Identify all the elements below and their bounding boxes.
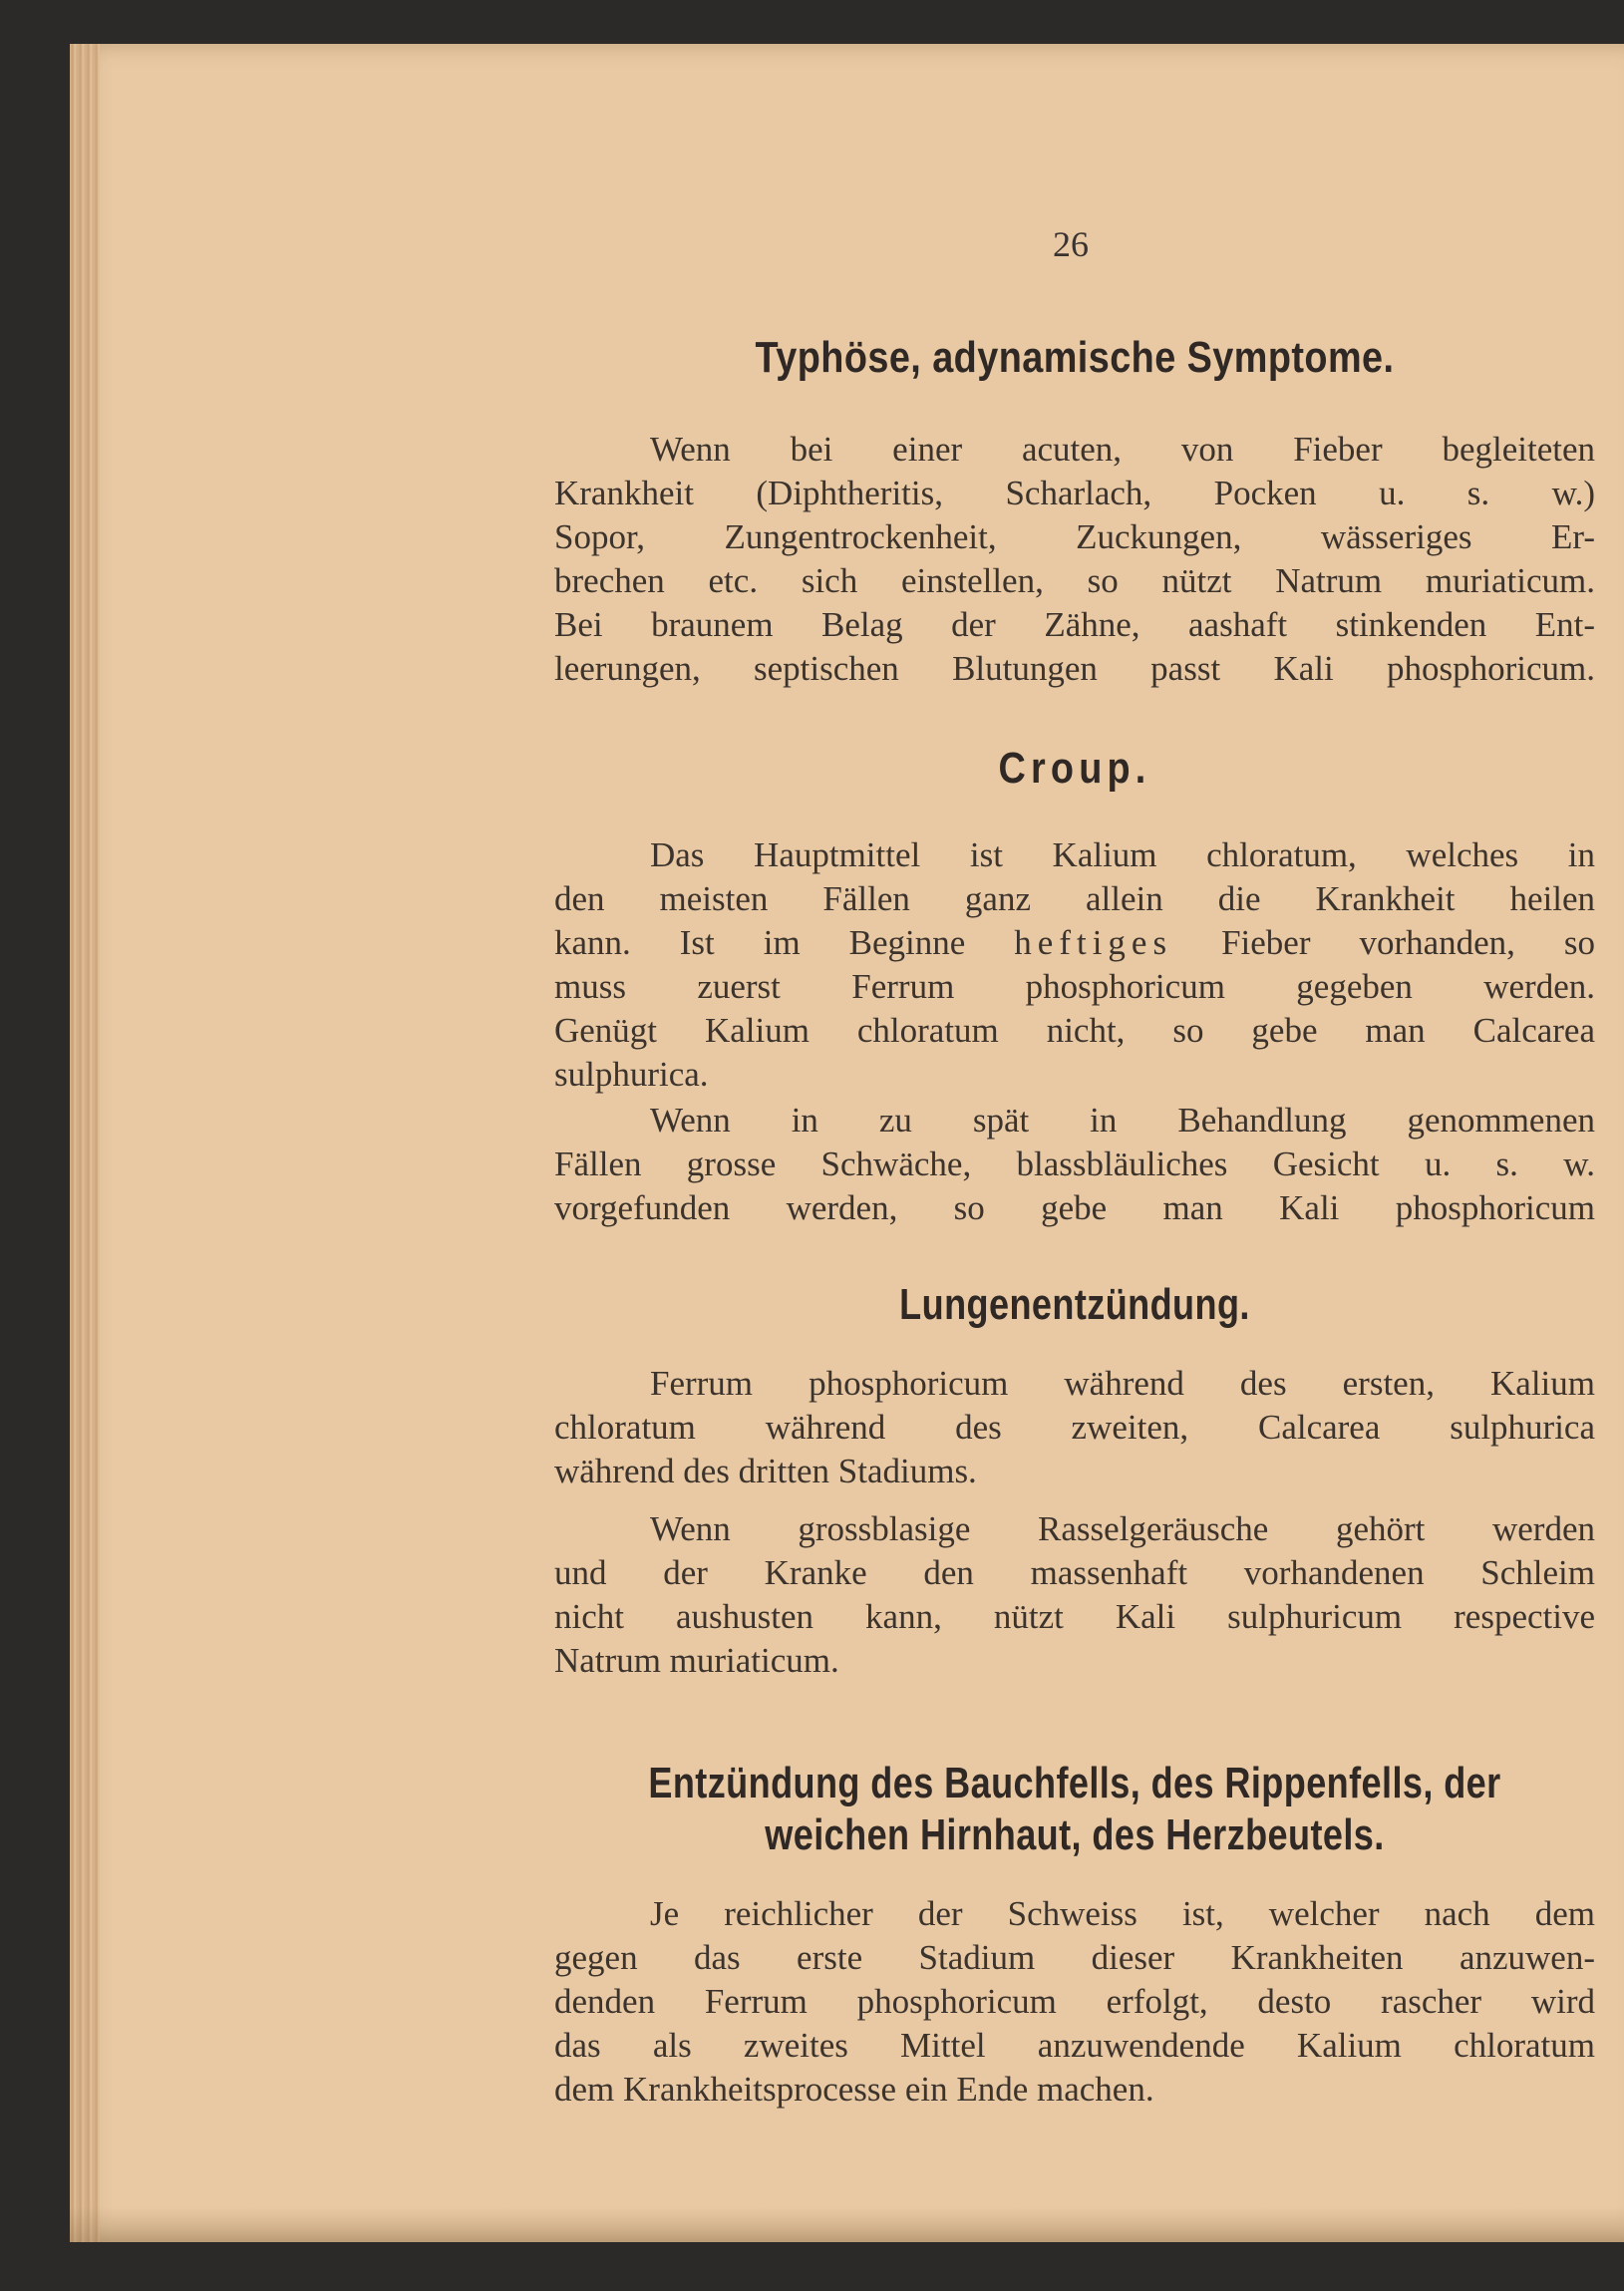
emphasized-word: heftiges: [1014, 923, 1173, 962]
paragraph-lunge-2: [554, 1507, 1595, 1683]
text-line-emphasis: [554, 921, 1595, 965]
text-line: und der Kranke den massenhaft vorhandenen Schleim: [554, 1553, 1595, 1592]
page-content: [554, 44, 1595, 2242]
paragraph-entzuendung: [554, 1892, 1595, 2112]
text-line: Genügt Kalium chloratum nicht, so gebe man Calcarea: [554, 1011, 1595, 1050]
text-line: Wenn in zu spät in Behandlung genommenen: [650, 1101, 1595, 1140]
text-line: brechen etc. sich einstellen, so nützt Natrum muriaticum.: [554, 561, 1595, 600]
text-line: leerungen, septischen Blutungen passt Kali phosphoricum.: [554, 649, 1595, 688]
text-line: Ferrum phosphoricum während des ersten, Kalium: [650, 1364, 1595, 1403]
heading-typhose: Typhöse, adynamische Symptome.: [755, 333, 1395, 382]
paragraph-typhose: [554, 428, 1595, 691]
text-line: den meisten Fällen ganz allein die Krankheit heilen: [554, 879, 1595, 918]
text-line: während des dritten Stadiums.: [554, 1452, 977, 1490]
text-line: Wenn grossblasige Rasselgeräusche gehört werden: [650, 1509, 1595, 1548]
heading-entzuendung-line1: Entzündung des Bauchfells, des Rippenfells, der: [648, 1759, 1501, 1807]
text-line: Wenn bei einer acuten, von Fieber begleiteten: [650, 430, 1595, 469]
text-line: Das Hauptmittel ist Kalium chloratum, welches in: [650, 835, 1595, 874]
text-line: Sopor, Zungentrockenheit, Zuckungen, wässeriges Er-: [554, 517, 1595, 556]
text-line: dem Krankheitsprocesse ein Ende machen.: [554, 2070, 1154, 2109]
text-line: Bei braunem Belag der Zähne, aashaft stinkenden Ent-: [554, 605, 1595, 644]
text-line: chloratum während des zweiten, Calcarea sulphurica: [554, 1408, 1595, 1447]
heading-entzuendung-line2: weichen Hirnhaut, des Herzbeutels.: [765, 1810, 1385, 1859]
heading-croup: Croup.: [998, 744, 1151, 793]
text-line: Natrum muriaticum.: [554, 1641, 839, 1680]
text-line: sulphurica.: [554, 1055, 709, 1094]
page-number: 26: [1053, 224, 1089, 264]
text-line: Je reichlicher der Schweiss ist, welcher nach dem: [650, 1894, 1595, 1933]
text-line: gegen das erste Stadium dieser Krankheiten anzuwen-: [554, 1938, 1595, 1977]
book-page: [70, 44, 1624, 2242]
text-line: denden Ferrum phosphoricum erfolgt, desto rascher wird: [554, 1982, 1595, 2021]
text-line: Fällen grosse Schwäche, blassbläuliches Gesicht u. s. w.: [554, 1145, 1595, 1183]
paragraph-croup-1: [554, 833, 1595, 1097]
text-line: vorgefunden werden, so gebe man Kali phosphoricum: [554, 1188, 1595, 1227]
text-line: nicht aushusten kann, nützt Kali sulphuricum respective: [554, 1597, 1595, 1636]
paragraph-croup-2: [554, 1099, 1595, 1230]
text-line: muss zuerst Ferrum phosphoricum gegeben werden.: [554, 967, 1595, 1006]
heading-lungenentzuendung: Lungenentzündung.: [899, 1280, 1250, 1329]
text-segment: kann. Ist im Beginne: [554, 923, 966, 962]
text-segment: Fieber vorhanden, so: [1221, 923, 1596, 962]
page-edges: [70, 44, 100, 2242]
paragraph-lunge-1: [554, 1362, 1595, 1493]
text-line: Krankheit (Diphtheritis, Scharlach, Pocken u. s. w.): [554, 474, 1595, 512]
text-line: das als zweites Mittel anzuwendende Kalium chloratum: [554, 2026, 1595, 2065]
